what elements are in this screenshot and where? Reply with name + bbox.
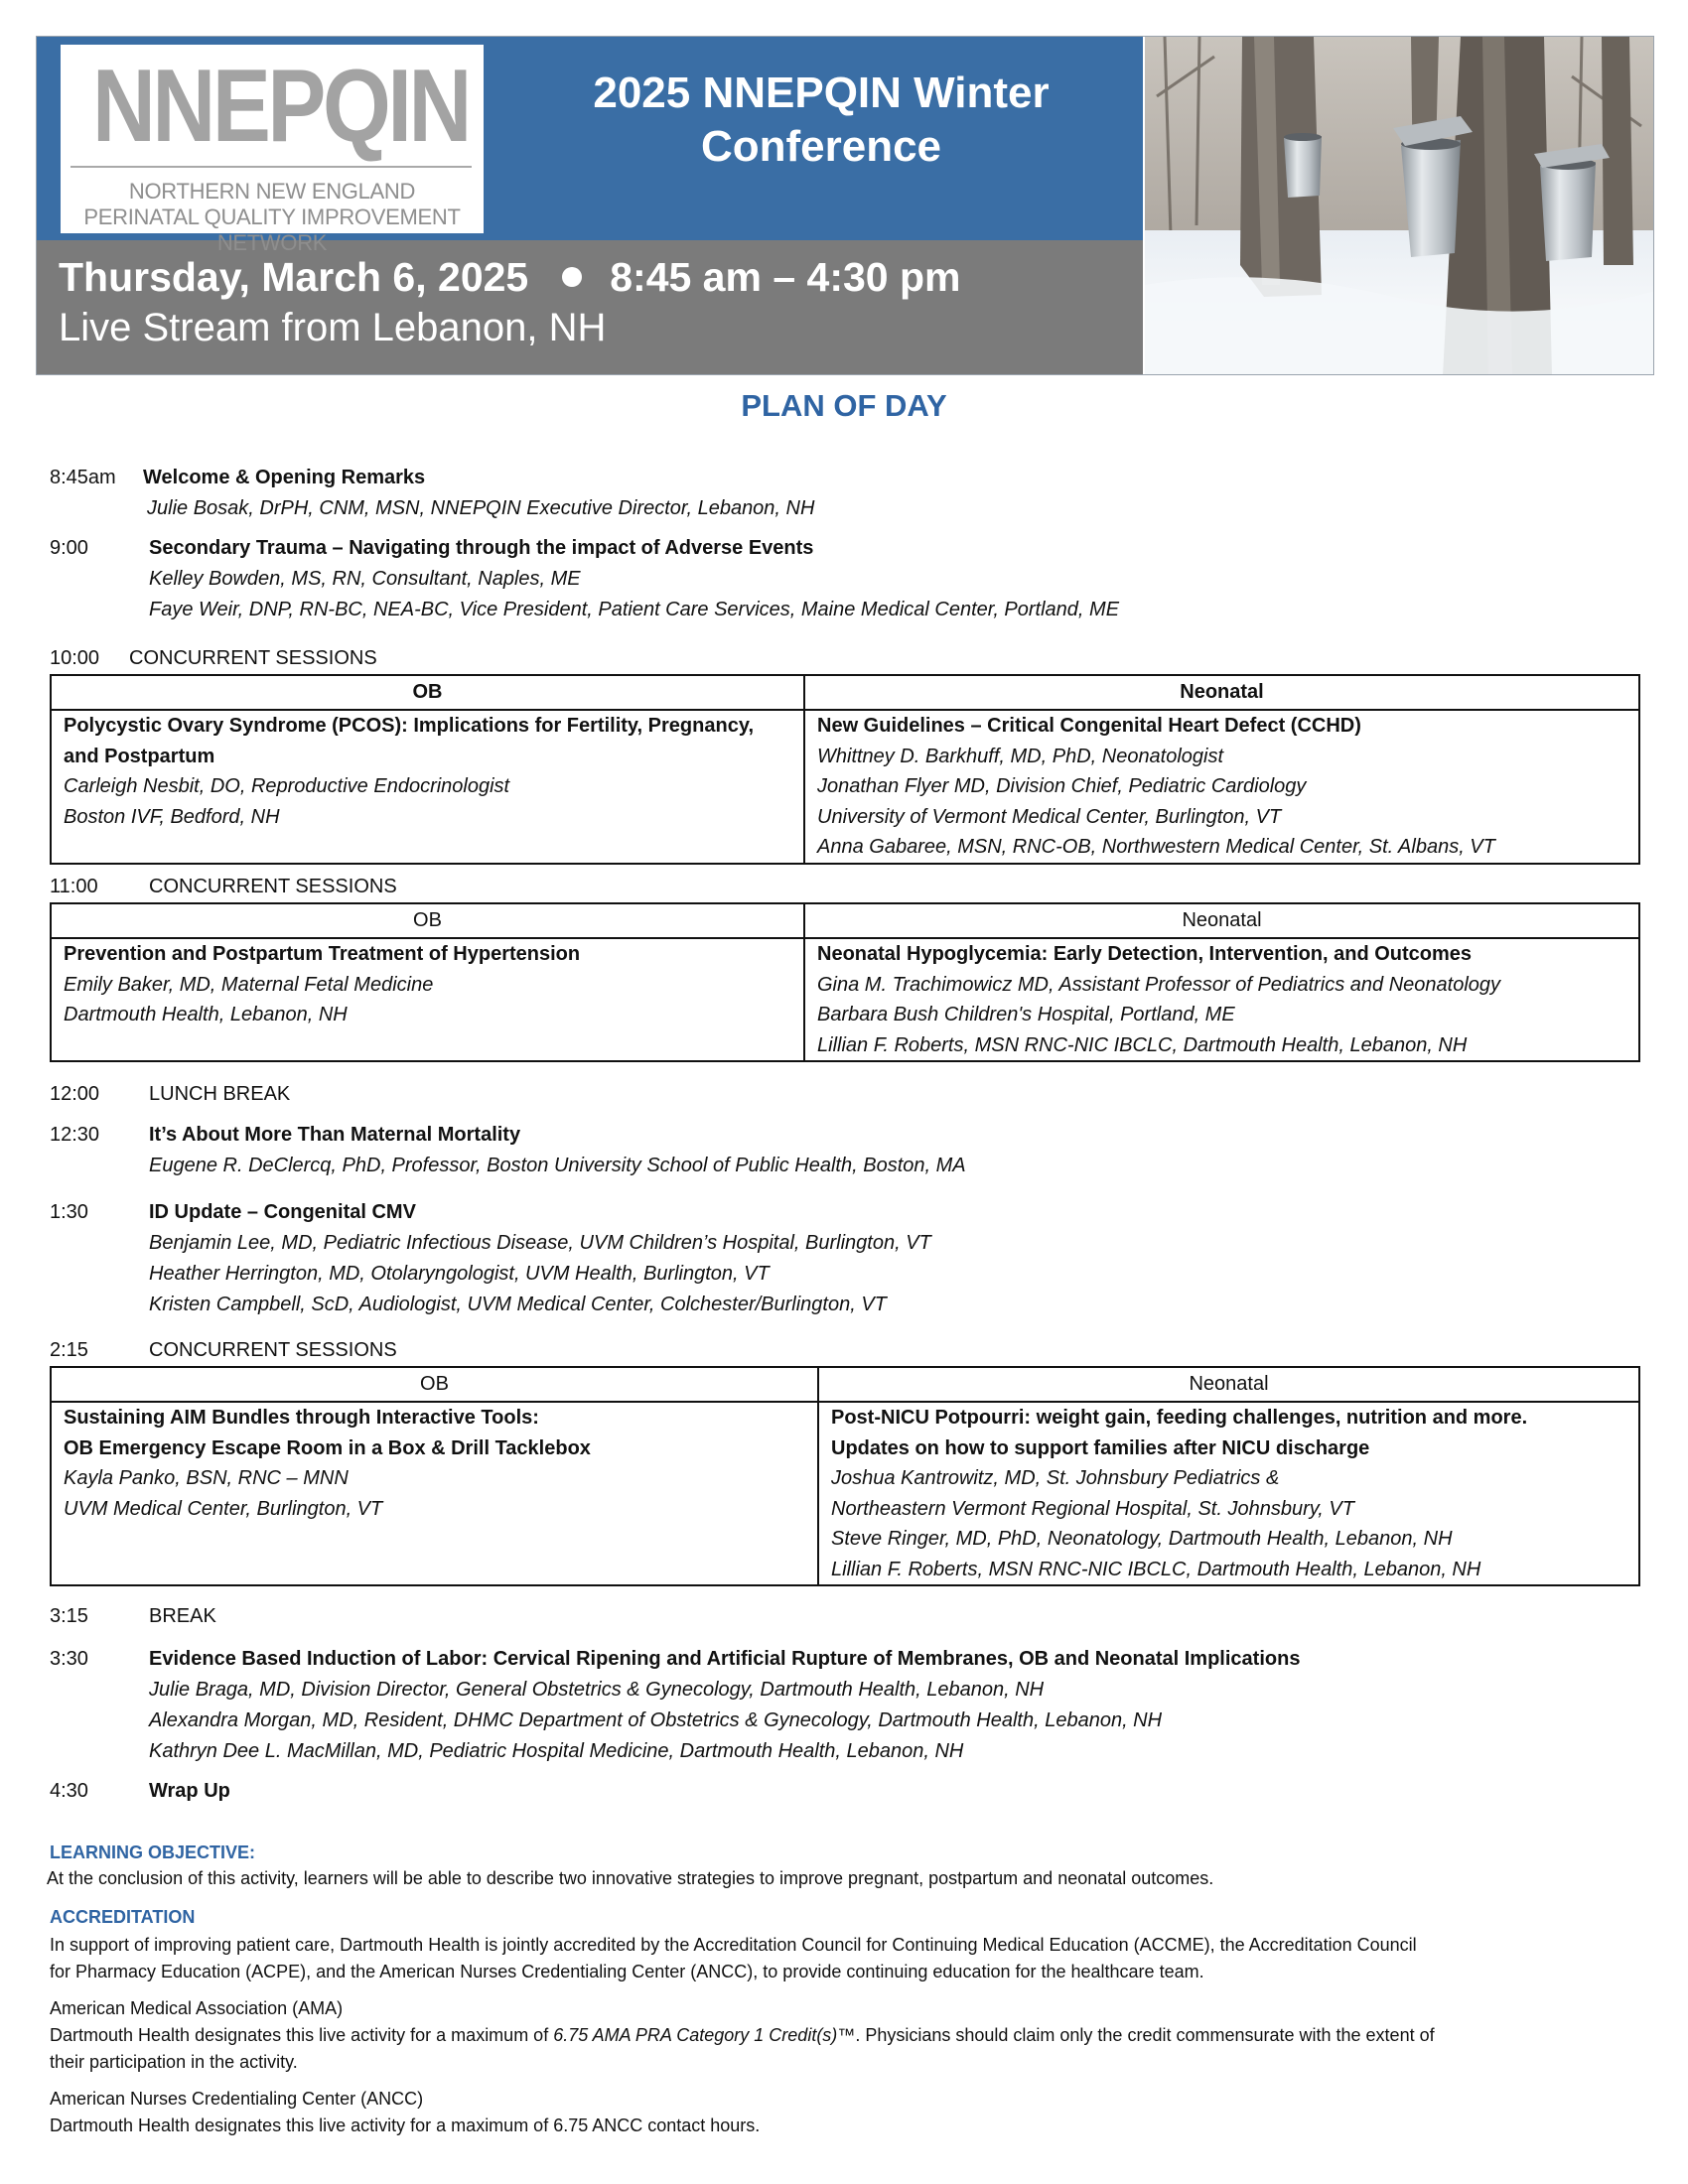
- ob-session-title-2: and Postpartum: [64, 745, 215, 767]
- ob-speaker-location: UVM Medical Center, Burlington, VT: [64, 1497, 383, 1520]
- maternal-title: It’s About More Than Maternal Mortality: [149, 1124, 521, 1146]
- maple-sap-buckets-photo: [1145, 37, 1654, 375]
- neonatal-speaker-2: Jonathan Flyer MD, Division Chief, Pediatric Cardiology: [817, 775, 1307, 797]
- session-table-215: [50, 1366, 1640, 1586]
- induction-speaker-3: Kathryn Dee L. MacMillan, MD, Pediatric Hospital Medicine, Dartmouth Health, Lebanon, NH: [149, 1740, 964, 1762]
- ama-text-post: . Physicians should claim only the credit commensurate with the extent of: [855, 2025, 1435, 2045]
- time-1000: 10:00: [50, 647, 100, 669]
- concurrent-label-1000: CONCURRENT SESSIONS: [129, 647, 377, 669]
- neonatal-speaker-1-location: Northeastern Vermont Regional Hospital, St. Johnsbury, VT: [831, 1497, 1354, 1520]
- neonatal-speaker-1: Whittney D. Barkhuff, MD, PhD, Neonatologist: [817, 745, 1224, 767]
- neonatal-header: Neonatal: [818, 1367, 1639, 1402]
- time-1230: 12:30: [50, 1124, 100, 1146]
- welcome-title: Welcome & Opening Remarks: [143, 467, 426, 488]
- neonatal-speaker-1-location: Barbara Bush Children's Hospital, Portland, ME: [817, 1004, 1235, 1025]
- ama-text-2: their participation in the activity.: [50, 2052, 298, 2072]
- neonatal-speaker-2: Lillian F. Roberts, MSN RNC-NIC IBCLC, Dartmouth Health, Lebanon, NH: [817, 1033, 1468, 1056]
- ob-session-cell: [51, 710, 804, 864]
- neonatal-speaker-1: Gina M. Trachimowicz MD, Assistant Professor of Pediatrics and Neonatology: [817, 973, 1501, 996]
- ama-heading: American Medical Association (AMA): [50, 1998, 344, 2018]
- ancc-text: Dartmouth Health designates this live activity for a maximum of 6.75 ANCC contact hours.: [50, 2116, 761, 2135]
- accreditation-heading: ACCREDITATION: [50, 1907, 196, 1927]
- neonatal-session-cell: [804, 710, 1639, 864]
- time-845: 8:45am: [50, 467, 116, 488]
- ob-session-title: Sustaining AIM Bundles through Interactive Tools:: [64, 1407, 539, 1429]
- welcome-speaker: Julie Bosak, DrPH, CNM, MSN, NNEPQIN Executive Director, Lebanon, NH: [147, 497, 815, 519]
- accreditation-text-1: In support of improving patient care, Dartmouth Health is jointly accredited by the Accreditation Council for Continuing Medical Education (ACCME), the Accreditation Council: [50, 1935, 1417, 1955]
- cmv-title: ID Update – Congenital CMV: [149, 1201, 416, 1223]
- ob-session-title: Polycystic Ovary Syndrome (PCOS): Implications for Fertility, Pregnancy,: [64, 715, 755, 737]
- lunch-break: LUNCH BREAK: [149, 1083, 291, 1105]
- logo-rule-top: [70, 166, 472, 168]
- event-time: 8:45 am – 4:30 pm: [610, 254, 961, 300]
- neonatal-session-title: Post-NICU Potpourri: weight gain, feeding challenges, nutrition and more.: [831, 1407, 1528, 1429]
- wrap-up: Wrap Up: [149, 1780, 230, 1802]
- ob-header: OB: [51, 1367, 818, 1402]
- neonatal-session-title: New Guidelines – Critical Congenital Heart Defect (CCHD): [817, 715, 1361, 737]
- logo-subtitle-2: PERINATAL QUALITY IMPROVEMENT NETWORK: [83, 205, 461, 255]
- neonatal-speaker-2: Steve Ringer, MD, PhD, Neonatology, Dartmouth Health, Lebanon, NH: [831, 1528, 1453, 1550]
- neonatal-speaker-3: Lillian F. Roberts, MSN RNC-NIC IBCLC, Dartmouth Health, Lebanon, NH: [831, 1558, 1481, 1580]
- neonatal-header: Neonatal: [804, 675, 1639, 710]
- trauma-speaker-2: Faye Weir, DNP, RN-BC, NEA-BC, Vice President, Patient Care Services, Maine Medical Center, Portland, ME: [149, 599, 1120, 620]
- event-location: Live Stream from Lebanon, NH: [59, 306, 607, 349]
- concurrent-label-215: CONCURRENT SESSIONS: [149, 1339, 397, 1361]
- conference-title-line-2: Conference: [700, 122, 942, 171]
- conference-title-line-1: 2025 NNEPQIN Winter: [593, 68, 1050, 117]
- time-215: 2:15: [50, 1339, 88, 1361]
- cmv-speaker-1: Benjamin Lee, MD, Pediatric Infectious Disease, UVM Children’s Hospital, Burlington, VT: [149, 1232, 931, 1254]
- ama-credit: 6.75 AMA PRA Category 1 Credit(s)™: [553, 2025, 856, 2045]
- neonatal-session-cell: [804, 938, 1639, 1061]
- neonatal-session-cell: [818, 1402, 1639, 1585]
- time-315: 3:15: [50, 1605, 88, 1627]
- ob-speaker: Emily Baker, MD, Maternal Fetal Medicine: [64, 973, 434, 996]
- session-table-1100: [50, 902, 1640, 1062]
- time-1100: 11:00: [50, 876, 98, 897]
- logo-subtitle-1: NORTHERN NEW ENGLAND: [128, 179, 416, 204]
- conference-title: [523, 67, 1119, 174]
- ob-header: OB: [51, 903, 804, 938]
- ama-text-pre: Dartmouth Health designates this live activity for a maximum of: [50, 2025, 554, 2045]
- ob-session-cell: [51, 938, 804, 1061]
- ob-session-title: Prevention and Postpartum Treatment of Hypertension: [64, 943, 581, 965]
- plan-of-day-title: PLAN OF DAY: [741, 388, 947, 423]
- trauma-title: Secondary Trauma – Navigating through the impact of Adverse Events: [149, 537, 814, 559]
- header-banner: [36, 36, 1654, 375]
- maternal-speaker: Eugene R. DeClercq, PhD, Professor, Boston University School of Public Health, Boston, MA: [149, 1155, 966, 1176]
- ob-speaker: Kayla Panko, BSN, RNC – MNN: [64, 1467, 349, 1489]
- ob-session-cell: [51, 1402, 818, 1585]
- ancc-heading: American Nurses Credentialing Center (ANCC): [50, 2089, 424, 2109]
- learning-objective-text: At the conclusion of this activity, learners will be able to describe two innovative strategies to improve pregnant, postpartum and neonatal outcomes.: [47, 1868, 1214, 1888]
- ob-header: OB: [51, 675, 804, 710]
- nnepqin-logo: [61, 45, 484, 255]
- neonatal-session-title: Neonatal Hypoglycemia: Early Detection, Intervention, and Outcomes: [817, 943, 1473, 965]
- time-130: 1:30: [50, 1201, 88, 1223]
- cmv-speaker-2: Heather Herrington, MD, Otolaryngologist, UVM Health, Burlington, VT: [149, 1263, 770, 1285]
- neonatal-speaker-2-location: University of Vermont Medical Center, Burlington, VT: [817, 805, 1282, 828]
- neonatal-speaker-1: Joshua Kantrowitz, MD, St. Johnsbury Pediatrics &: [831, 1467, 1280, 1489]
- logo-wordmark: NNEPQIN: [91, 49, 469, 164]
- neonatal-speaker-3: Anna Gabaree, MSN, RNC-OB, Northwestern Medical Center, St. Albans, VT: [817, 836, 1495, 858]
- session-table-1000: [50, 674, 1640, 865]
- learning-objective-heading: LEARNING OBJECTIVE:: [50, 1843, 256, 1862]
- ob-speaker: Carleigh Nesbit, DO, Reproductive Endocrinologist: [64, 775, 510, 797]
- accreditation-text-2: for Pharmacy Education (ACPE), and the American Nurses Credentialing Center (ANCC), to provide continuing education for the healthcare team.: [50, 1962, 1204, 1981]
- time-430: 4:30: [50, 1780, 88, 1802]
- induction-speaker-1: Julie Braga, MD, Division Director, General Obstetrics & Gynecology, Dartmouth Health, Lebanon, NH: [149, 1679, 1045, 1701]
- neonatal-session-title-2: Updates on how to support families after NICU discharge: [831, 1436, 1370, 1459]
- time-1200: 12:00: [50, 1083, 100, 1105]
- break-label: BREAK: [149, 1605, 216, 1627]
- bullet-dot-icon: [562, 267, 582, 287]
- date-time-line: [59, 252, 960, 302]
- ob-speaker-location: Boston IVF, Bedford, NH: [64, 805, 280, 828]
- trauma-speaker-1: Kelley Bowden, MS, RN, Consultant, Naples, ME: [149, 568, 581, 590]
- ob-session-title-2: OB Emergency Escape Room in a Box & Drill Tacklebox: [64, 1436, 591, 1459]
- induction-speaker-2: Alexandra Morgan, MD, Resident, DHMC Department of Obstetrics & Gynecology, Dartmouth Health, Lebanon, NH: [149, 1709, 1163, 1731]
- time-330: 3:30: [50, 1648, 88, 1670]
- cmv-speaker-3: Kristen Campbell, ScD, Audiologist, UVM Medical Center, Colchester/Burlington, VT: [149, 1294, 887, 1315]
- time-900: 9:00: [50, 537, 88, 559]
- ama-text: [50, 2022, 1658, 2049]
- concurrent-label-1100: CONCURRENT SESSIONS: [149, 876, 397, 897]
- event-date: Thursday, March 6, 2025: [59, 254, 529, 300]
- ob-speaker-location: Dartmouth Health, Lebanon, NH: [64, 1004, 348, 1025]
- neonatal-header: Neonatal: [804, 903, 1639, 938]
- induction-title: Evidence Based Induction of Labor: Cervical Ripening and Artificial Rupture of Membranes, OB and Neonatal Implications: [149, 1648, 1301, 1670]
